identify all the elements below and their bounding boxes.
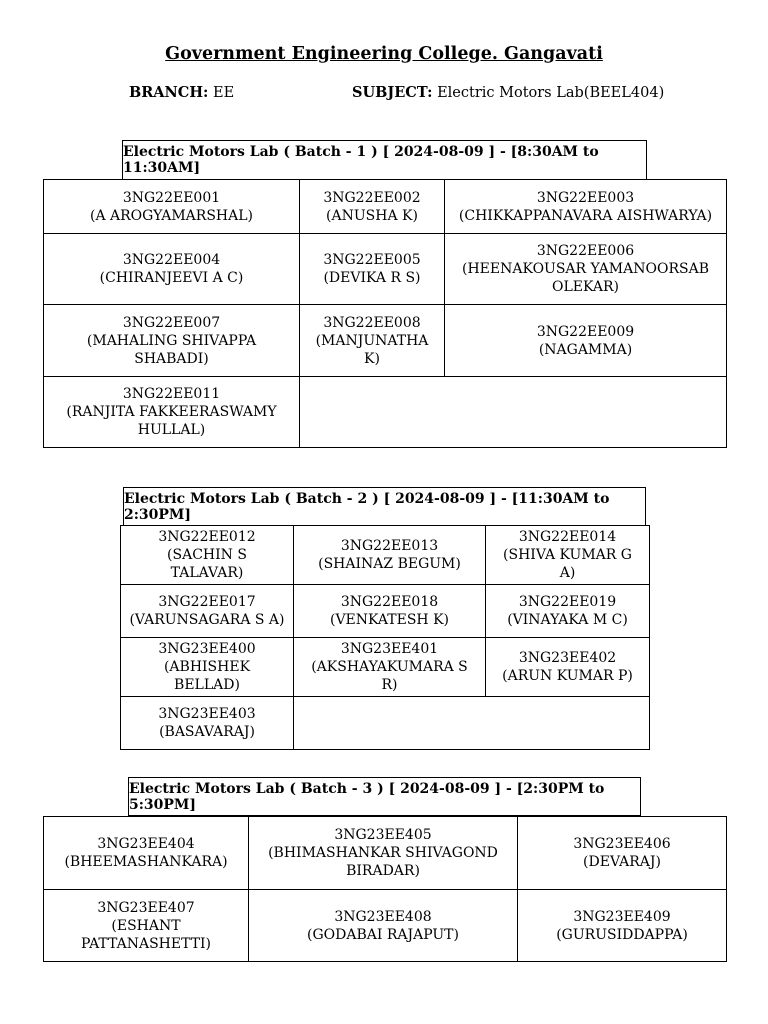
roll-number: 3NG22EE001 bbox=[122, 189, 221, 206]
subject-value: Electric Motors Lab(BEEL404) bbox=[437, 85, 665, 101]
batch-2-heading: Electric Motors Lab ( Batch - 2 ) [ 2024-08-09 ] - [11:30AM to 2:30PM] bbox=[123, 487, 646, 526]
student-name: (NAGAMMA) bbox=[538, 341, 633, 358]
roll-number: 3NG23EE401 bbox=[340, 641, 439, 657]
student-name: (BHEEMASHANKARA) bbox=[64, 854, 228, 870]
empty-cell bbox=[300, 377, 727, 448]
roll-number: 3NG23EE402 bbox=[518, 650, 617, 666]
student-cell bbox=[44, 180, 300, 234]
student-name: (A AROGYAMARSHAL) bbox=[89, 207, 253, 224]
student-name: (VINAYAKA M C) bbox=[507, 612, 628, 628]
subject-info bbox=[352, 84, 664, 101]
batch-1-heading: Electric Motors Lab ( Batch - 1 ) [ 2024-08-09 ] - [8:30AM to 11:30AM] bbox=[122, 140, 647, 180]
student-name: (HEENAKOUSAR YAMANOORSAB OLEKAR) bbox=[462, 261, 709, 295]
student-cell bbox=[249, 817, 518, 890]
subject-label: SUBJECT: bbox=[352, 84, 433, 101]
student-name: (MANJUNATHA K) bbox=[315, 332, 429, 367]
batch-2-table bbox=[120, 525, 650, 750]
student-name: (GODABAI RAJAPUT) bbox=[307, 926, 459, 943]
student-cell bbox=[121, 638, 294, 697]
student-cell bbox=[44, 890, 249, 962]
student-name: (GURUSIDDAPPA) bbox=[556, 926, 688, 943]
branch-value: EE bbox=[213, 85, 235, 101]
empty-cell bbox=[294, 697, 650, 750]
branch-info bbox=[129, 84, 234, 101]
student-name: (DEVIKA R S) bbox=[323, 270, 421, 286]
roll-number: 3NG22EE009 bbox=[536, 323, 635, 340]
roll-number: 3NG23EE409 bbox=[573, 908, 671, 925]
batch-1-table bbox=[43, 179, 727, 448]
roll-number: 3NG22EE007 bbox=[122, 314, 221, 331]
student-cell bbox=[44, 817, 249, 890]
student-name: (ESHANT PATTANASHETTI) bbox=[80, 917, 212, 952]
student-name: (CHIKKAPPANAVARA AISHWARYA) bbox=[458, 207, 713, 224]
student-name: (BASAVARAJ) bbox=[159, 724, 255, 740]
student-cell bbox=[294, 526, 486, 585]
student-name: (CHIRANJEEVI A C) bbox=[99, 270, 244, 286]
student-name: (RANJITA FAKKEERASWAMY HULLAL) bbox=[66, 404, 277, 438]
student-name: (DEVARAJ) bbox=[583, 854, 661, 870]
student-cell bbox=[486, 585, 650, 638]
college-title: Government Engineering College. Gangavati bbox=[165, 44, 603, 64]
student-name: (ABHISHEK BELLAD) bbox=[163, 659, 251, 693]
student-name: (SACHIN S TALAVAR) bbox=[167, 547, 247, 581]
student-cell bbox=[121, 526, 294, 585]
student-cell bbox=[445, 234, 727, 305]
student-cell bbox=[518, 817, 727, 890]
roll-number: 3NG23EE406 bbox=[573, 836, 671, 852]
roll-number: 3NG22EE012 bbox=[158, 529, 256, 545]
student-cell bbox=[445, 305, 727, 377]
branch-label: BRANCH: bbox=[129, 84, 209, 101]
roll-number: 3NG22EE019 bbox=[518, 594, 617, 610]
student-cell bbox=[294, 638, 486, 697]
student-name: (BHIMASHANKAR SHIVAGOND BIRADAR) bbox=[268, 845, 498, 879]
student-cell bbox=[121, 585, 294, 638]
roll-number: 3NG23EE404 bbox=[97, 836, 195, 852]
student-cell bbox=[300, 234, 445, 305]
student-cell bbox=[294, 585, 486, 638]
roll-number: 3NG23EE408 bbox=[334, 908, 432, 925]
roll-number: 3NG22EE008 bbox=[323, 314, 421, 331]
student-cell bbox=[445, 180, 727, 234]
student-cell bbox=[486, 638, 650, 697]
roll-number: 3NG22EE017 bbox=[158, 594, 256, 610]
batch-3-heading: Electric Motors Lab ( Batch - 3 ) [ 2024-08-09 ] - [2:30PM to 5:30PM] bbox=[128, 777, 641, 816]
student-cell bbox=[518, 890, 727, 962]
roll-number: 3NG22EE003 bbox=[536, 189, 635, 206]
roll-number: 3NG22EE005 bbox=[323, 252, 421, 268]
roll-number: 3NG23EE405 bbox=[334, 827, 432, 843]
roll-number: 3NG22EE004 bbox=[122, 252, 221, 268]
roll-number: 3NG23EE403 bbox=[158, 706, 256, 722]
student-name: (VENKATESH K) bbox=[329, 612, 449, 628]
student-name: (MAHALING SHIVAPPA SHABADI) bbox=[86, 332, 257, 367]
roll-number: 3NG22EE014 bbox=[518, 529, 617, 545]
student-name: (ANUSHA K) bbox=[326, 207, 418, 224]
roll-number: 3NG22EE002 bbox=[323, 189, 421, 206]
student-cell bbox=[44, 234, 300, 305]
student-cell bbox=[44, 377, 300, 448]
student-name: (SHAINAZ BEGUM) bbox=[318, 556, 461, 572]
student-cell bbox=[249, 890, 518, 962]
student-cell bbox=[121, 697, 294, 750]
roll-number: 3NG22EE011 bbox=[122, 386, 221, 402]
roll-number: 3NG23EE400 bbox=[158, 641, 256, 657]
batch-3-table bbox=[43, 816, 727, 962]
student-name: (SHIVA KUMAR G A) bbox=[503, 547, 632, 581]
roll-number: 3NG22EE018 bbox=[340, 594, 439, 610]
student-name: (AKSHAYAKUMARA S R) bbox=[311, 659, 468, 693]
student-cell bbox=[44, 305, 300, 377]
roll-number: 3NG23EE407 bbox=[97, 899, 195, 916]
student-cell bbox=[486, 526, 650, 585]
roll-number: 3NG22EE013 bbox=[340, 538, 439, 554]
student-name: (VARUNSAGARA S A) bbox=[129, 612, 285, 628]
roll-number: 3NG22EE006 bbox=[536, 243, 635, 259]
student-name: (ARUN KUMAR P) bbox=[502, 668, 633, 684]
student-cell bbox=[300, 180, 445, 234]
student-cell bbox=[300, 305, 445, 377]
